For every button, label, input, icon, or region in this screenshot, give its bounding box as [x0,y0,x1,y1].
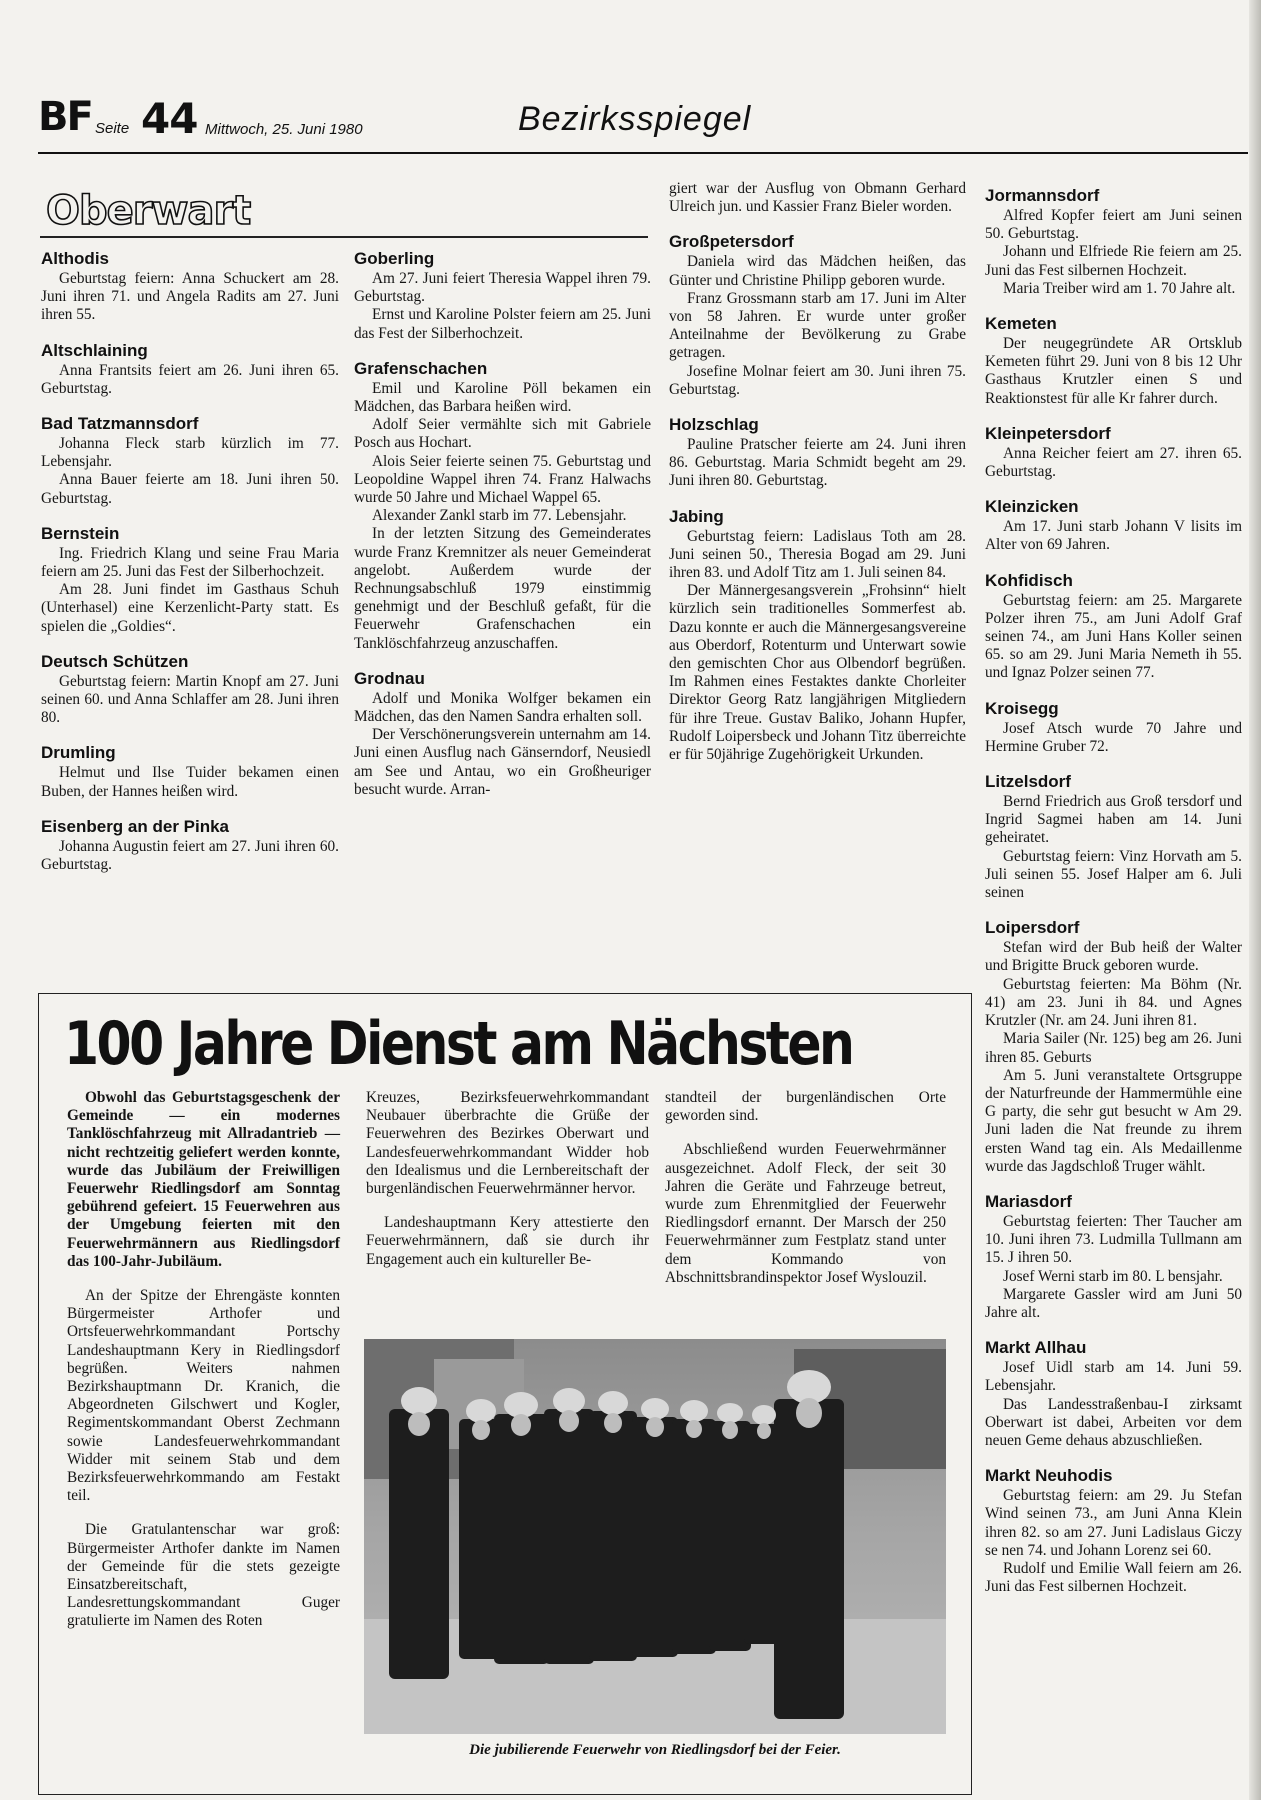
entry-gap [41,398,339,412]
photo-illustration [364,1339,946,1734]
entry-paragraph: Anna Frantsits feiert am 26. Juni ihren 65. Geburtstag. [41,361,339,397]
entry-paragraph: Bernd Friedrich aus Groß tersdorf und Ingrid Sagmei haben am 14. Juni geheiratet. [985,793,1242,847]
news-entry [985,569,1242,683]
entry-heading: Bad Tatzmannsdorf [41,414,199,434]
entry-paragraph: Margarete Gassler wird am Juni 50 Jahre alt. [985,1285,1242,1321]
news-entry [985,770,1242,902]
entry-paragraph: Am 5. Juni veranstaltete Ortsgruppe der Naturfreunde der Hammermühle eine G party, die sehr gut besucht w Am 29. Juni laden die Nat freunde zu ihrem ersten Wand tag ein. Als Medaillenme wurde das Jagdschloß Truger wählt. [985,1066,1242,1175]
entry-paragraph: Am 27. Juni feiert Theresia Wappel ihren 79. Geburtstag. [354,270,651,306]
news-entry [985,422,1242,481]
entry-paragraph: Am 28. Juni findet im Gasthaus Schuh (Unterhasel) eine Kerzenlicht-Party statt. Es spielen die „Goldies“. [41,581,339,635]
news-column-3 [669,180,966,764]
feature-headline: 100 Jahre Dienst am Nächsten [64,1009,853,1079]
news-entry [41,412,339,508]
entry-heading: Grodnau [354,668,425,688]
entry-heading: Altschlaining [41,340,148,360]
feature-column-2 [366,1089,649,1269]
entry-paragraph: Josefine Molnar feiert am 30. Juni ihren 75. Geburtstag. [669,362,966,398]
feature-paragraph: Die Gratulantenschar war groß: Bürgermeister Arthofer dankte im Namen der Gemeinde für die stets gezeigte Einsatzbereitschaft, Landesrettungskommandant Guger gratulierte im Namen des Roten [67,1521,340,1630]
region-logo [46,187,261,235]
news-entry [985,184,1242,298]
entry-paragraph: Ing. Friedrich Klang und seine Frau Maria feiern am 25. Juni das Fest der Silberhochzeit. [41,544,339,581]
entry-heading: Mariasdorf [985,1191,1072,1211]
entry-paragraph: Josef Uidl starb am 14. Juni 59. Lebensjahr. [985,1359,1242,1395]
entry-paragraph: Geburtstag feierten: Ther Taucher am 10. Juni ihren 73. Ludmilla Tullmann am 15. J ihren 50. [985,1212,1242,1267]
news-column-1 [41,247,339,874]
feature-paragraph: standteil der burgenländischen Orte geworden sind. [665,1089,946,1125]
news-entry [41,339,339,398]
entry-paragraph: Das Landesstraßenbau-I zirksamt Oberwart ist dabei, Arbeiten vor dem neuen Geme dehaus abzuschließen. [985,1395,1242,1449]
entry-paragraph: Johanna Fleck starb kürzlich im 77. Lebensjahr. [41,435,339,471]
news-entry [354,357,651,653]
entry-heading: Jabing [669,506,724,526]
news-entry [669,505,966,765]
entry-heading: Goberling [354,249,435,268]
page-label: Seite [95,120,130,137]
entry-gap [41,636,339,650]
fire-brigade-photo [364,1339,946,1734]
entry-heading: Kohfidisch [985,570,1073,590]
news-entry [669,413,966,491]
entry-heading: Grafenschachen [354,358,488,378]
news-entry [985,1464,1242,1596]
entry-paragraph: Geburtstag feiern: Martin Knopf am 27. Juni seinen 60. und Anna Schlaffer am 28. Juni ihren 80. [41,672,339,727]
entry-paragraph: Anna Bauer feierte am 18. Juni ihren 50. Geburtstag. [41,471,339,507]
feature-article [38,993,972,1795]
entry-paragraph: Rudolf und Emilie Wall feiern am 26. Juni das Fest silbernen Hochzeit. [985,1559,1242,1596]
entry-gap [985,683,1242,697]
entry-paragraph: Josef Atsch wurde 70 Jahre und Hermine Gruber 72. [985,719,1242,755]
masthead [38,92,1238,152]
issue-date: Mittwoch, 25. Juni 1980 [205,121,363,138]
news-entry [41,650,339,728]
entry-gap [985,902,1242,916]
entry-paragraph: Adolf Seier vermählte sich mit Gabriele Posch aus Hochart. [354,416,651,452]
entry-heading: Litzelsdorf [985,772,1071,792]
entry-paragraph: Am 17. Juni starb Johann V lisits im Alter von 69 Jahren. [985,518,1242,554]
entry-paragraph: Maria Treiber wird am 1. 70 Jahre alt. [1003,279,1236,297]
news-entry [41,815,339,874]
entry-gap [985,481,1242,495]
section-title: Bezirksspiegel [518,100,752,138]
news-entry [985,1336,1242,1450]
news-entry [669,180,966,216]
entry-heading: Kemeten [985,314,1057,334]
entry-paragraph: Geburtstag feiern: Vinz Horvath am 5. Juli seinen 55. Josef Halper am 6. Juli seinen [985,847,1242,902]
news-entry [985,312,1242,408]
entry-heading: Drumling [41,743,116,763]
entry-paragraph: Geburtstag feiern: Ladislaus Toth am 28. Juni seinen 50., Theresia Bogad am 29. Juni ihren 83. und Adolf Titz am 1. Juli seinen 84. [669,527,966,582]
entry-paragraph: Alexander Zankl starb im 77. Lebensjahr. [372,507,627,525]
entry-gap [985,298,1242,312]
entry-paragraph: Geburtstag feiern: am 25. Margarete Polzer ihren 75., am Juni Adolf Graf seinen 74., am Juni Hans Koller seinen 65. so am 29. Juni Maria Nemeth ih 55. und Ignaz Polzer seinen 77. [985,591,1242,682]
entry-heading: Bernstein [41,523,120,543]
entry-paragraph: Franz Grossmann starb am 17. Juni im Alter von 58 Jahren. Er wurde unter großer Anteilnahme der Bevölkerung zu Grabe getragen. [669,289,966,362]
entry-gap [985,1176,1242,1190]
entry-heading: Loipersdorf [985,918,1080,938]
entry-heading: Kleinzicken [985,497,1079,517]
masthead-rule [38,152,1248,154]
entry-heading: Kroisegg [985,698,1059,718]
news-entry [669,230,966,399]
entry-paragraph: Geburtstag feiern: am 29. Ju Stefan Wind seinen 73., am Juni Anna Klein ihren 82. so am 27. Juni Ladislaus Giczy se nen 74. und Johann Lorenz sei 60. [985,1487,1242,1559]
news-column-2 [354,247,651,799]
entry-paragraph: Der Verschönerungsverein unternahm am 14. Juni einen Ausflug nach Gänserndorf, Neusiedl am See und Antau, wo ein Großheuriger besucht wurde. Arran- [354,726,651,798]
news-entry [354,667,651,799]
entry-paragraph: Anna Reicher feiert am 27. ihren 65. Geburtstag. [985,444,1242,481]
entry-gap [985,756,1242,770]
entry-heading: Markt Neuhodis [985,1466,1113,1486]
news-entry [985,916,1242,1176]
newspaper-logo: BF [38,94,92,140]
entry-gap [41,325,339,339]
entry-paragraph: Ernst und Karoline Polster feiern am 25. Juni das Fest der Silberhochzeit. [354,306,651,342]
entry-paragraph: Stefan wird der Bub heiß der Walter und Brigitte Bruck geboren wurde. [985,939,1242,975]
entry-paragraph: Der neugegründete AR Ortsklub Kemeten führt 29. Juni von 8 bis 12 Uhr Gasthaus Krutzler einen S und Reaktionstest für alle Kr fahrer durch. [985,335,1242,407]
news-entry [985,1190,1242,1322]
news-entry [41,247,339,325]
entry-paragraph: Johanna Augustin feiert am 27. Juni ihren 60. Geburtstag. [41,837,339,874]
feature-paragraph: Abschließend wurden Feuerwehrmänner ausgezeichnet. Adolf Fleck, der seit 30 Jahren die Geräte und Fahrzeuge betreut, wurde zum Ehrenmitglied der Feuerwehr Riedlingsdorf ernannt. Der Marsch der 250 Feuerwehrmänner zum Festplatz stand unter dem Kommando von Abschnittsbrandinspektor Josef Wyslouzil. [665,1141,946,1286]
photo-caption: Die jubilierende Feuerwehr von Riedlingsdorf bei der Feier. [469,1742,841,1758]
news-entry [41,522,339,636]
news-entry [354,247,651,343]
entry-gap [41,801,339,815]
entry-paragraph: Daniela wird das Mädchen heißen, das Günter und Christine Philipp geboren wurde. [669,253,966,289]
entry-paragraph: Adolf und Monika Wolfger bekamen ein Mädchen, das den Namen Sandra erhalten soll. [354,689,651,726]
entry-gap [669,399,966,413]
news-column-4 [985,184,1242,1596]
entry-heading: Deutsch Schützen [41,651,189,671]
entry-gap [41,727,339,741]
entry-paragraph: Der Männergesangsverein „Frohsinn“ hielt kürzlich sein traditionelles Sommerfest ab. Dazu konnte er auch die Männergesangsvereine aus Oberdorf, Rotenturm und Unterwart sowie den gemischten Chor aus Olbendorf begrüßen. Im Rahmen eines Festaktes dankte Chorleiter Direktor Georg Ratz langjährigen Mitgliedern für ihre Treue. Gustav Baliko, Johann Hupfer, Rudolf Loipersbeck und Johann Titz überreichte er für 50jährige Zugehörigkeit Urkunden. [669,582,966,764]
entry-paragraph: Johann und Elfriede Rie feiern am 25. Juni das Fest silbernen Hochzeit. [985,243,1242,279]
entry-gap [354,343,651,357]
entry-paragraph: giert war der Ausflug von Obmann Gerhard Ulreich jun. und Kassier Franz Bieler worden. [669,180,966,216]
entry-paragraph: Emil und Karoline Pöll bekamen ein Mädchen, das Barbara heißen wird. [354,379,651,416]
entry-paragraph: Helmut und Ilse Tuider bekamen einen Buben, der Hannes heißen wird. [41,764,339,800]
feature-column-3 [665,1089,946,1287]
entry-paragraph: Josef Werni starb im 80. L bensjahr. [1003,1267,1223,1285]
news-entry [41,741,339,800]
news-entry [985,697,1242,756]
region-logo-rule [40,236,648,238]
entry-gap [41,508,339,522]
page-number: 44 [141,94,198,143]
feature-paragraph: Obwohl das Geburtstagsgeschenk der Gemeinde — ein modernes Tanklöschfahrzeug mit Allradantrieb — nicht rechtzeitig geliefert werden konnte, wurde das Jubiläum der Freiwilligen Feuerwehr Riedlingsdorf am Sonntag gebührend gefeiert. 15 Feuerwehren aus der Umgebung feierten mit den Feuerwehrmännern aus Riedlingsdorf das 100-Jahr-Jubiläum. [67,1089,340,1270]
entry-gap [669,491,966,505]
entry-paragraph: Alois Seier feierte seinen 75. Geburtstag und Leopoldine Wappel ihren 74. Franz Halwachs wurde 50 Jahre und Michael Wappel 65. [354,452,651,507]
entry-gap [669,216,966,230]
feature-paragraph: An der Spitze der Ehrengäste konnten Bürgermeister Arthofer und Ortsfeuerwehrkommandant Portschy Landeshauptmann Kery in Riedlingsdorf begrüßen. Weiters nahmen Bezirkshauptmann Dr. Kranich, die Abgeordneten Gilschwert und Kogler, Regimentskommandant Oberst Zechmann sowie Landesfeuerwehrkommandant Widder mit seinem Stab und dem Bezirksfeuerwehrkommando am Festakt teil. [67,1287,340,1505]
entry-heading: Holzschlag [669,415,759,435]
entry-heading: Markt Allhau [985,1338,1087,1358]
entry-heading: Althodis [41,249,109,268]
entry-heading: Großpetersdorf [669,232,794,252]
region-logo-text: Oberwart [46,188,251,234]
entry-gap [354,653,651,667]
entry-heading: Jormannsdorf [985,186,1100,205]
entry-paragraph: Geburtstag feiern: Anna Schuckert am 28. Juni ihren 71. und Angela Radits am 27. Juni ihren 55. [41,270,339,324]
entry-gap [985,1322,1242,1336]
feature-paragraph: Landeshauptmann Kery attestierte den Feuerwehrmännern, daß sie durch ihr Engagement auch ein kultureller Be- [366,1214,649,1268]
feature-paragraph: Kreuzes, Bezirksfeuerwehrkommandant Neubauer überbrachte die Grüße der Feuerwehren des Bezirkes Oberwart und Landesfeuerwehrkommandant Widder hob den Idealismus und die Lernbereitschaft der burgenländischen Feuerwehrmänner hervor. [366,1089,649,1198]
page-edge-shadow [1249,0,1261,1800]
entry-paragraph: Maria Sailer (Nr. 125) beg am 26. Juni ihren 85. Geburts [985,1030,1242,1066]
entry-gap [985,555,1242,569]
entry-paragraph: In der letzten Sitzung des Gemeinderates wurde Franz Kremnitzer als neuer Gemeinderat angelobt. Außerdem wurde der Rechnungsabschluß 1979 einstimmig genehmigt und der Beschluß gefaßt, für die Feuerwehr Grafenschachen ein Tanklöschfahrzeug anzuschaffen. [354,525,651,652]
entry-paragraph: Pauline Pratscher feierte am 24. Juni ihren 86. Geburtstag. Maria Schmidt begeht am 29. Juni ihren 80. Geburtstag. [669,436,966,490]
feature-column-1 [67,1089,340,1631]
entry-gap [985,408,1242,422]
entry-paragraph: Geburtstag feierten: Ma Böhm (Nr. 41) am 23. Juni ih 84. und Agnes Krutzler (Nr. am 24. Juni ihren 81. [985,975,1242,1030]
entry-paragraph: Alfred Kopfer feiert am Juni seinen 50. Geburtstag. [985,207,1242,243]
entry-heading: Kleinpetersdorf [985,423,1111,443]
entry-heading: Eisenberg an der Pinka [41,816,230,836]
entry-gap [985,1450,1242,1464]
news-entry [985,495,1242,554]
